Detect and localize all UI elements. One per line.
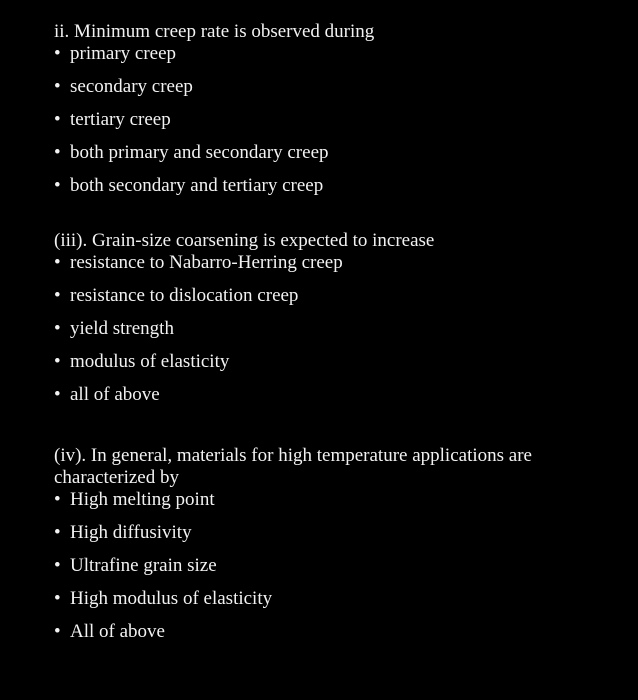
option-label: High modulus of elasticity	[70, 588, 273, 609]
option	[54, 252, 574, 274]
option	[54, 43, 574, 65]
option-label: both secondary and tertiary creep	[70, 175, 324, 196]
bullet-icon: •	[54, 142, 61, 163]
question-ii-options	[54, 43, 574, 197]
option-label: secondary creep	[70, 76, 193, 97]
bullet-icon: •	[54, 318, 61, 339]
option-label: yield strength	[70, 318, 174, 339]
option	[54, 76, 574, 98]
option	[54, 142, 574, 164]
option	[54, 522, 574, 544]
bullet-icon: •	[54, 588, 61, 609]
option	[54, 318, 574, 340]
option-label: resistance to Nabarro-Herring creep	[70, 252, 343, 273]
question-iii-text: (iii). Grain-size coarsening is expected to increase	[54, 230, 435, 251]
question-ii-text: ii. Minimum creep rate is observed during	[54, 21, 375, 42]
question-ii	[54, 21, 574, 197]
question-iii-options	[54, 252, 574, 406]
option	[54, 384, 574, 406]
bullet-icon: •	[54, 109, 61, 130]
bullet-icon: •	[54, 43, 61, 64]
option-label: Ultrafine grain size	[70, 555, 217, 576]
option-label: tertiary creep	[70, 109, 171, 130]
option	[54, 175, 574, 197]
bullet-icon: •	[54, 175, 61, 196]
option	[54, 285, 574, 307]
question-iv-text-line2: characterized by	[54, 467, 179, 488]
question-iii	[54, 230, 574, 406]
option-label: all of above	[70, 384, 160, 405]
option-label: High diffusivity	[70, 522, 192, 543]
bullet-icon: •	[54, 252, 61, 273]
question-iv-text	[54, 445, 574, 489]
bullet-icon: •	[54, 489, 61, 510]
option	[54, 555, 574, 577]
bullet-icon: •	[54, 76, 61, 97]
option	[54, 109, 574, 131]
option	[54, 588, 574, 610]
option-label: All of above	[70, 621, 165, 642]
option-label: resistance to dislocation creep	[70, 285, 299, 306]
bullet-icon: •	[54, 384, 61, 405]
option-label: both primary and secondary creep	[70, 142, 329, 163]
question-iv-options	[54, 489, 574, 643]
question-iv	[54, 445, 574, 643]
bullet-icon: •	[54, 351, 61, 372]
bullet-icon: •	[54, 555, 61, 576]
option	[54, 351, 574, 373]
question-iv-text-line1: (iv). In general, materials for high temperature applications are	[54, 445, 532, 466]
bullet-icon: •	[54, 621, 61, 642]
option-label: High melting point	[70, 489, 215, 510]
bullet-icon: •	[54, 522, 61, 543]
option-label: primary creep	[70, 43, 177, 64]
option-label: modulus of elasticity	[70, 351, 230, 372]
option	[54, 489, 574, 511]
bullet-icon: •	[54, 285, 61, 306]
option	[54, 621, 574, 643]
